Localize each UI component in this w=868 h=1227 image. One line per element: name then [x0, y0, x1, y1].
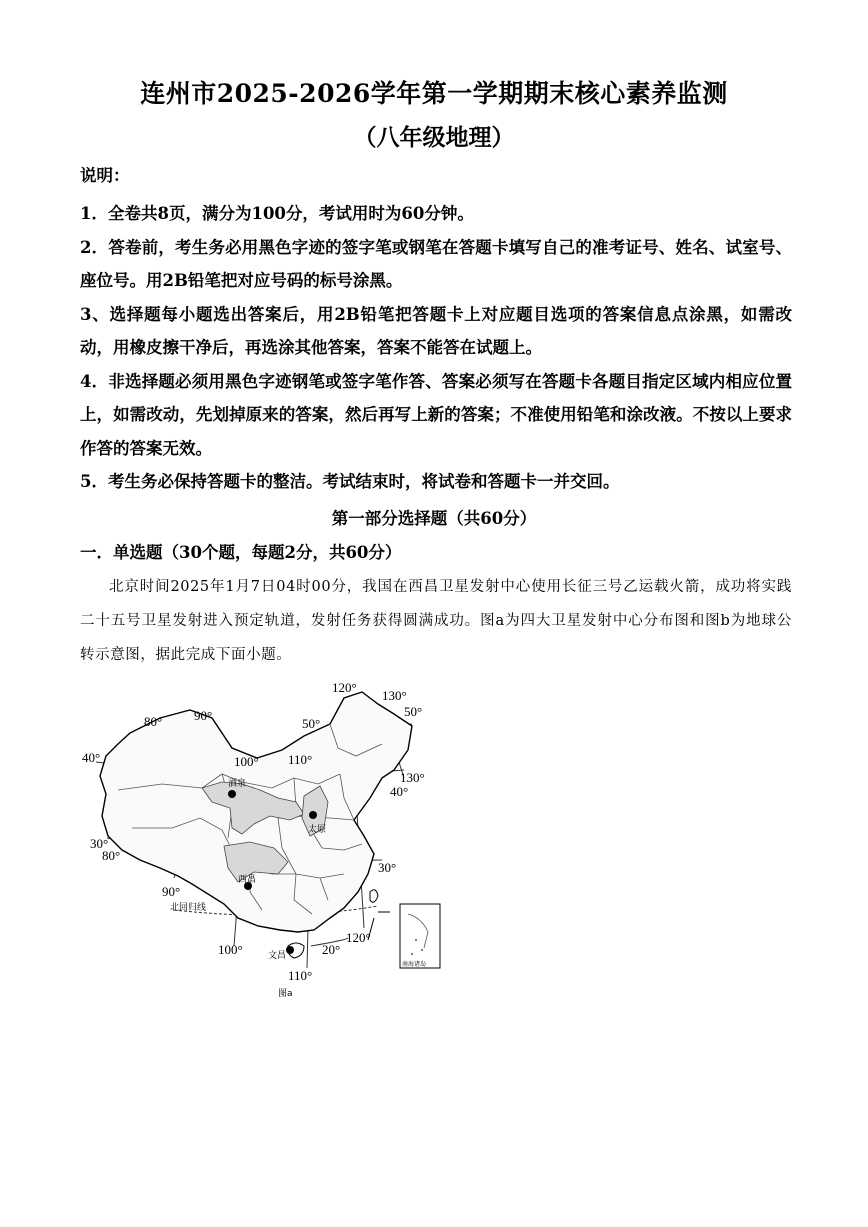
lat-label-40-left: 40° — [82, 750, 101, 765]
section-title: 一．单选题（30个题，每题2分，共60分） — [80, 543, 402, 562]
lat-label-50-right: 50° — [404, 704, 423, 719]
question-passage: 北京时间2025年1月7日04时00分，我国在西昌卫星发射中心使用长征三号乙运载火箭，成功将实践二十五号卫星发射进入预定轨道，发射任务获得圆满成功。图a为四大卫星发射中心分布图和图b为地球公转示意图，据此完成下面小题。 — [80, 579, 792, 663]
taiwan-island — [370, 890, 378, 903]
xichang-label: 西昌 — [238, 875, 257, 885]
taiyuan-label: 太原 — [308, 825, 327, 835]
lon-label-120-top: 120° — [332, 680, 357, 695]
instructions-heading: 说明： — [80, 166, 130, 185]
lon-label-100-top: 100° — [234, 754, 259, 769]
instruction-item: 1．全卷共8页，满分为100分，考试用时为60分钟。 — [80, 204, 474, 223]
taiyuan-point — [309, 811, 317, 819]
jiuquan-point — [228, 790, 236, 798]
instruction-item: 4．非选择题必须用黑色字迹钢笔或签字笔作答、答案必须写在答题卡各题目指定区域内相应位置上，如需改动，先划掉原来的答案，然后再写上新的答案；不准使用铅笔和涂改液。不按以上要求作答的答案无效。 — [80, 371, 792, 458]
wenchang-label: 文昌 — [268, 951, 287, 961]
instructions — [80, 164, 792, 499]
lon-label-110-bottom: 110° — [288, 968, 313, 983]
figure-a-map — [82, 678, 446, 1002]
lon-label-120-bottom: 120° — [346, 930, 371, 945]
figure-caption: 图a — [278, 989, 293, 999]
wenchang-point — [286, 946, 294, 954]
lon-label-90-bottom: 90° — [162, 884, 181, 899]
instruction-item: 5．考生务必保持答题卡的整洁。考试结束时，将试卷和答题卡一并交回。 — [80, 472, 620, 491]
inset-label: 南海诸岛 — [402, 961, 427, 968]
south-china-sea-inset — [400, 904, 440, 968]
lat-label-30-left: 30° — [90, 836, 109, 851]
lon-label-80-top: 80° — [144, 714, 163, 729]
lat-label-30-right: 30° — [378, 860, 397, 875]
lat-label-50-left: 50° — [302, 716, 321, 731]
tropic-label: 北回归线 — [170, 903, 207, 913]
lon-label-130-top: 130° — [382, 688, 407, 703]
instruction-item: 3、选择题每小题选出答案后，用2B铅笔把答题卡上对应题目选项的答案信息点涂黑，如需改动，用橡皮擦干净后，再选涂其他答案，答案不能答在试题上。 — [80, 304, 792, 357]
lon-label-80-bottom: 80° — [102, 848, 121, 863]
inset-pointer-line — [368, 918, 374, 940]
lat-label-20: 20° — [322, 942, 341, 957]
lon-label-130-right: 130° — [400, 770, 425, 785]
lon-label-100-bottom: 100° — [218, 942, 243, 957]
instruction-item: 2．答卷前，考生务必用黑色字迹的签字笔或钢笔在答题卡填写自己的准考证号、姓名、试室号、座位号。用2B铅笔把对应号码的标号涂黑。 — [80, 237, 792, 290]
lat-label-40-right: 40° — [390, 784, 409, 799]
exam-subtitle: （八年级地理） — [353, 124, 515, 151]
part-one-title: 第一部分选择题（共60分） — [331, 509, 537, 528]
lon-label-110-top: 110° — [288, 752, 313, 767]
exam-title: 连州市2025-2026学年第一学期期末核心素养监测 — [140, 79, 728, 108]
jiuquan-label: 酒泉 — [228, 779, 247, 789]
lon-label-90-top: 90° — [194, 708, 213, 723]
